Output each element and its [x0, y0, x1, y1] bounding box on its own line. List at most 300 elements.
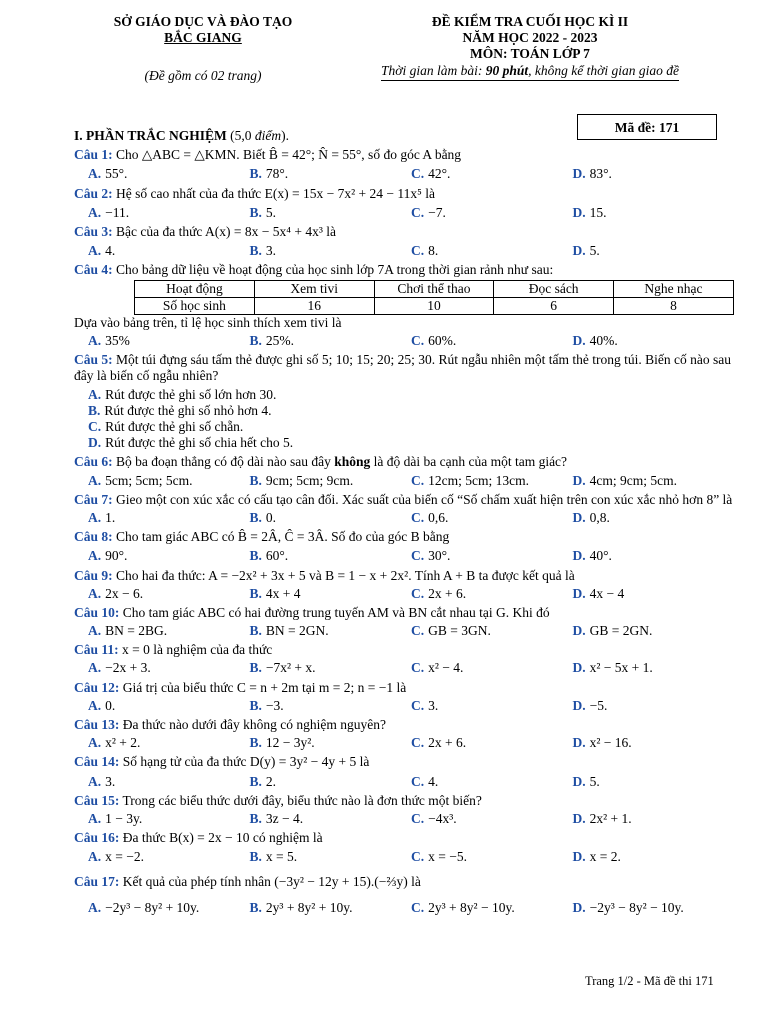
options — [88, 811, 734, 827]
question-label: Câu 8: — [74, 529, 113, 545]
option-text: −3. — [265, 697, 284, 713]
option-text: 2y³ + 8y² − 10y. — [428, 899, 515, 915]
option-a — [88, 623, 250, 639]
stem-part: Bộ ba đoạn thẳng có độ dài nào sau đây — [116, 454, 335, 470]
option-c — [411, 849, 573, 865]
option-d — [573, 900, 735, 916]
options — [88, 387, 734, 452]
question-label: Câu 6: — [74, 454, 113, 470]
option-b — [250, 473, 412, 489]
option-c — [411, 623, 573, 639]
option-c — [411, 698, 573, 714]
option-key: A. — [88, 166, 102, 182]
option-text: −4x³. — [428, 810, 457, 826]
options — [88, 623, 734, 639]
option-text: Rút được thẻ ghi số chẵn. — [105, 419, 244, 434]
question-stem: Đa thức nào dưới đây không có nghiệm nguyên? — [122, 717, 386, 732]
time-prefix: Thời gian làm bài: — [381, 62, 486, 78]
question-followup: Dựa vào bảng trên, tỉ lệ học sinh thích xem tivi là — [74, 314, 342, 330]
option-text: 40%. — [589, 333, 618, 349]
question-5 — [74, 352, 734, 451]
option-text: 5. — [589, 243, 600, 259]
option-key: D. — [572, 333, 586, 349]
exam-title: ĐỀ KIỂM TRA CUỐI HỌC KÌ II — [431, 14, 629, 29]
option-text: Rút được thẻ ghi số chia hết cho 5. — [105, 435, 294, 451]
option-text: 30°. — [428, 548, 451, 564]
option-key: D. — [572, 660, 586, 676]
option-text: GB = 3GN. — [428, 623, 491, 639]
option-a — [88, 510, 250, 526]
option-a — [88, 849, 250, 865]
option-b — [250, 660, 412, 676]
question-stem: Hệ số cao nhất của đa thức E(x) = 15x − 7x² + 24 − 11x⁵ là — [116, 185, 435, 201]
option-d — [573, 774, 735, 790]
option-text: 1 − 3y. — [105, 810, 143, 826]
option-text: 4cm; 9cm; 5cm. — [589, 472, 677, 488]
option-text: Rút được thẻ ghi số nhỏ hơn 4. — [104, 402, 272, 418]
question-stem: Cho tam giác ABC có B̂ = 2Â, Ĉ = 3Â. Số đo của góc B bằng — [116, 529, 450, 545]
option-c — [411, 510, 573, 526]
option-a — [88, 774, 250, 790]
option-a — [88, 811, 250, 827]
question-14 — [74, 754, 734, 789]
option-key: A. — [88, 810, 102, 826]
option-key: A. — [88, 386, 102, 402]
option-key: B. — [249, 697, 262, 713]
exam-header — [0, 14, 768, 134]
option-b — [250, 243, 412, 259]
option-key: D. — [572, 166, 586, 182]
option-key: A. — [88, 585, 102, 601]
option-d — [573, 811, 735, 827]
option-c — [411, 811, 573, 827]
option-d — [573, 243, 735, 259]
table-cell: 16 — [254, 297, 374, 314]
option-a — [88, 660, 250, 676]
option-key: C. — [411, 243, 425, 259]
option-c — [411, 548, 573, 564]
option-text: x = −5. — [428, 849, 467, 865]
option-key: C. — [411, 849, 425, 865]
option-text: 60%. — [428, 333, 457, 349]
option-text: −2y³ − 8y² + 10y. — [105, 899, 200, 915]
options — [88, 774, 734, 790]
option-d — [573, 510, 735, 526]
option-c — [411, 333, 573, 349]
option-key: A. — [88, 472, 102, 488]
question-stem — [116, 454, 567, 469]
option-key: C. — [411, 623, 425, 639]
question-label: Câu 5: — [74, 352, 113, 368]
option-text: 0,8. — [589, 509, 610, 525]
option-a — [88, 473, 250, 489]
question-label: Câu 17: — [74, 873, 120, 889]
option-key: D. — [572, 623, 586, 639]
option-c — [411, 586, 573, 602]
option-key: A. — [88, 773, 102, 789]
question-label: Câu 12: — [74, 679, 120, 695]
option-b — [250, 586, 412, 602]
table-header-cell: Đọc sách — [494, 280, 614, 297]
option-key: B. — [249, 585, 262, 601]
option-key: B. — [249, 810, 262, 826]
question-label: Câu 4: — [74, 262, 113, 278]
options — [88, 510, 734, 526]
option-key: C. — [411, 899, 425, 915]
points-open: (5,0 — [230, 128, 255, 143]
question-15 — [74, 793, 734, 827]
option-d — [573, 333, 735, 349]
option-text: 0. — [265, 509, 277, 525]
option-a — [88, 735, 250, 751]
option-c — [411, 735, 573, 751]
option-key: D. — [572, 899, 586, 915]
option-key: C. — [411, 735, 425, 751]
option-b — [250, 774, 412, 790]
time-duration: 90 phút — [485, 62, 529, 78]
option-c — [411, 473, 573, 489]
option-a — [88, 243, 250, 259]
section-title-text: I. PHẦN TRẮC NGHIỆM — [74, 128, 231, 143]
option-text: 55°. — [105, 166, 128, 182]
question-label: Câu 15: — [74, 792, 120, 808]
option-text: 3. — [265, 243, 277, 259]
option-key: C. — [411, 697, 425, 713]
options — [88, 548, 734, 564]
option-text: −2x + 3. — [105, 660, 151, 676]
option-text: 4. — [105, 243, 116, 259]
table-header-row — [135, 280, 734, 297]
option-text: Rút được thẻ ghi số lớn hơn 30. — [105, 386, 277, 402]
option-key: B. — [249, 849, 262, 865]
question-10 — [74, 605, 734, 639]
option-c — [411, 774, 573, 790]
question-stem: x = 0 là nghiệm của đa thức — [122, 642, 273, 658]
option-a — [88, 900, 250, 916]
option-key: B. — [249, 735, 262, 751]
option-text: BN = 2GN. — [265, 623, 329, 639]
option-key: D. — [572, 849, 586, 865]
option-text: −2y³ − 8y² − 10y. — [589, 899, 684, 915]
question-11 — [74, 642, 734, 676]
option-text: x² − 16. — [589, 735, 632, 751]
question-stem: Gieo một con xúc xắc có cấu tạo cân đối. Xác suất của biến cố “Số chấm xuất hiện trên con xúc xắc nhỏ hơn 8” là — [116, 491, 733, 507]
option-key: C. — [411, 773, 425, 789]
question-stem: Cho hai đa thức: A = −2x² + 3x + 5 và B = 1 − x + 2x². Tính A + B ta được kết quả là — [116, 567, 575, 583]
option-c — [411, 205, 573, 221]
question-stem: Giá trị của biểu thức C = n + 2m tại m = 2; n = −1 là — [122, 679, 407, 695]
option-text: 2x² + 1. — [589, 810, 632, 826]
question-stem: Trong các biểu thức dưới đây, biểu thức nào là đơn thức một biến? — [122, 792, 482, 808]
exam-content — [74, 128, 734, 917]
option-key: B. — [249, 660, 262, 676]
option-key: D. — [572, 548, 586, 564]
options — [88, 660, 734, 676]
stem-part: là độ dài ba cạnh của một tam giác? — [370, 454, 568, 470]
question-1 — [74, 147, 734, 182]
option-d — [573, 698, 735, 714]
question-9 — [74, 568, 734, 602]
option-b — [250, 205, 412, 221]
option-text: 90°. — [105, 548, 128, 564]
question-label: Câu 1: — [74, 147, 113, 163]
option-key: C. — [411, 204, 425, 220]
option-text: 2. — [265, 773, 277, 789]
option-c — [411, 660, 573, 676]
pages-note: (Đề gồm có 02 trang) — [144, 68, 262, 84]
option-text: 60°. — [265, 548, 289, 564]
option-text: 0. — [105, 697, 116, 713]
table-cell: Số học sinh — [135, 297, 255, 314]
option-text: 5cm; 5cm; 5cm. — [105, 472, 193, 488]
option-text: x = 5. — [265, 849, 298, 865]
option-key: B. — [249, 333, 262, 349]
option-text: 3. — [105, 773, 116, 789]
option-text: 40°. — [589, 548, 612, 564]
options — [88, 205, 734, 221]
option-d — [573, 849, 735, 865]
points-close: ). — [281, 128, 290, 143]
question-stem: Đa thức B(x) = 2x − 10 có nghiệm là — [122, 830, 323, 846]
table-header-cell: Xem tivi — [254, 280, 374, 297]
option-key: A. — [88, 509, 102, 525]
option-d — [88, 435, 423, 451]
options — [88, 849, 734, 865]
option-key: C. — [88, 419, 102, 434]
question-label: Câu 10: — [74, 604, 120, 620]
option-a — [88, 698, 250, 714]
option-key: A. — [88, 660, 102, 676]
option-key: C. — [411, 548, 425, 564]
question-13 — [74, 717, 734, 751]
stem-emphasis: không — [334, 454, 371, 470]
options — [88, 735, 734, 751]
option-key: D. — [572, 810, 586, 826]
question-stem: Kết quả của phép tính nhân (−3y² − 12y + 15).(−⅔y) là — [122, 873, 421, 889]
option-c — [88, 419, 423, 435]
question-label: Câu 3: — [74, 223, 113, 239]
option-b — [250, 849, 412, 865]
option-text: 9cm; 5cm; 9cm. — [265, 472, 354, 488]
option-a — [88, 205, 250, 221]
option-key: D. — [572, 243, 586, 259]
option-key: B. — [249, 548, 262, 564]
option-a — [88, 548, 250, 564]
activity-table — [134, 280, 734, 315]
option-c — [411, 166, 573, 182]
option-text: 83°. — [589, 166, 612, 182]
options — [88, 698, 734, 714]
question-16 — [74, 830, 734, 865]
question-label: Câu 13: — [74, 717, 120, 732]
table-header-cell: Nghe nhạc — [613, 280, 733, 297]
question-stem: Bậc của đa thức A(x) = 8x − 5x⁴ + 4x³ là — [116, 223, 336, 239]
question-6 — [74, 454, 734, 488]
option-text: 3z − 4. — [265, 810, 304, 826]
option-a — [88, 333, 250, 349]
option-key: B. — [249, 509, 262, 525]
option-text: 12cm; 5cm; 13cm. — [428, 472, 529, 488]
school-year: NĂM HỌC 2022 - 2023 — [462, 30, 598, 46]
department-block — [88, 14, 318, 85]
question-label: Câu 9: — [74, 567, 113, 583]
option-b — [250, 166, 412, 182]
option-key: A. — [88, 243, 102, 259]
question-12 — [74, 680, 734, 714]
page-footer: Trang 1/2 - Mã đề thi 171 — [585, 974, 714, 988]
option-key: D. — [572, 204, 586, 220]
question-stem: Cho bảng dữ liệu về hoạt động của học sinh lớp 7A trong thời gian rảnh như sau: — [116, 262, 554, 278]
option-key: B. — [249, 472, 262, 488]
option-text: 1. — [105, 509, 116, 525]
table-cell: 10 — [374, 297, 494, 314]
option-text: −5. — [589, 697, 608, 713]
option-text: x = −2. — [105, 849, 144, 865]
option-text: 5. — [589, 773, 600, 789]
option-text: 25%. — [265, 333, 295, 349]
option-text: 4x − 4 — [589, 585, 625, 601]
province-name: BẮC GIANG — [164, 30, 242, 46]
option-key: D. — [572, 585, 586, 601]
option-key: C. — [411, 660, 425, 676]
option-c — [411, 243, 573, 259]
option-key: A. — [88, 849, 102, 865]
option-key: C. — [411, 472, 425, 488]
option-key: D. — [88, 435, 102, 451]
option-a — [88, 166, 250, 182]
options — [88, 333, 734, 349]
option-key: D. — [572, 472, 586, 488]
question-2 — [74, 186, 734, 221]
option-key: B. — [249, 243, 262, 259]
option-key: A. — [88, 204, 102, 220]
options — [88, 473, 734, 489]
option-key: C. — [411, 166, 425, 182]
option-d — [573, 473, 735, 489]
option-b — [250, 811, 412, 827]
table-header-cell: Hoạt động — [135, 280, 255, 297]
option-key: D. — [572, 773, 586, 789]
section-points — [230, 128, 289, 143]
question-label: Câu 16: — [74, 830, 120, 846]
option-text: 2x + 6. — [428, 585, 467, 601]
question-3 — [74, 224, 734, 259]
option-key: D. — [572, 697, 586, 713]
option-b — [250, 735, 412, 751]
option-text: 4x + 4 — [265, 585, 301, 601]
option-text: 3. — [428, 697, 439, 713]
option-b — [250, 548, 412, 564]
option-d — [573, 548, 735, 564]
options — [88, 900, 734, 916]
option-text: BN = 2BG. — [105, 623, 168, 639]
option-b — [250, 333, 412, 349]
exam-code-box: Mã đề: 171 — [577, 114, 717, 140]
question-4 — [74, 262, 734, 349]
option-key: A. — [88, 735, 102, 751]
department-name: SỞ GIÁO DỤC VÀ ĐÀO TẠO — [113, 14, 293, 29]
option-key: B. — [249, 166, 262, 182]
option-text: 2x + 6. — [428, 735, 467, 751]
question-7 — [74, 492, 734, 526]
option-text: −7. — [428, 204, 446, 220]
points-word: điểm — [254, 128, 282, 143]
option-text: x² − 5x + 1. — [589, 660, 653, 676]
option-key: A. — [88, 697, 102, 713]
option-text: 4. — [428, 773, 439, 789]
option-key: B. — [88, 402, 101, 418]
table-cell: 8 — [613, 297, 733, 314]
option-key: B. — [249, 204, 262, 220]
question-stem: Cho tam giác ABC có hai đường trung tuyến AM và BN cắt nhau tại G. Khi đó — [122, 604, 550, 620]
option-d — [573, 166, 735, 182]
option-b — [250, 623, 412, 639]
question-label: Câu 7: — [74, 491, 113, 507]
option-key: A. — [88, 623, 102, 639]
options — [88, 243, 734, 259]
option-text: 15. — [589, 204, 607, 220]
option-a — [88, 586, 250, 602]
table-header-cell: Chơi thể thao — [374, 280, 494, 297]
option-key: B. — [249, 899, 262, 915]
time-limit — [381, 63, 679, 81]
question-stem: Cho △ABC = △KMN. Biết B̂ = 42°; N̂ = 55°, số đo góc A bằng — [116, 147, 462, 163]
option-key: A. — [88, 548, 102, 564]
options — [88, 166, 734, 182]
section-title — [74, 128, 734, 144]
option-text: −11. — [105, 204, 130, 220]
option-key: A. — [88, 333, 102, 349]
options — [88, 586, 734, 602]
option-a — [88, 387, 423, 403]
question-label: Câu 14: — [74, 754, 120, 770]
option-c — [411, 900, 573, 916]
time-suffix: , không kể thời gian giao đề — [528, 62, 679, 78]
option-b — [250, 698, 412, 714]
option-text: −7x² + x. — [265, 660, 316, 676]
option-d — [573, 660, 735, 676]
subject: MÔN: TOÁN LỚP 7 — [470, 46, 590, 62]
option-key: C. — [411, 810, 425, 826]
option-text: 2x − 6. — [105, 585, 144, 601]
option-text: 12 − 3y². — [265, 735, 315, 751]
question-stem: Số hạng tử của đa thức D(y) = 3y² − 4y + 5 là — [122, 754, 370, 770]
table-cell: 6 — [494, 297, 614, 314]
option-key: B. — [249, 773, 262, 789]
option-text: 42°. — [428, 166, 451, 182]
option-key: B. — [249, 623, 262, 639]
option-key: C. — [411, 585, 425, 601]
option-text: x² + 2. — [105, 735, 141, 751]
option-text: x² − 4. — [428, 660, 464, 676]
exam-title-block — [330, 14, 730, 81]
option-key: D. — [572, 509, 586, 525]
option-text: 2y³ + 8y² + 10y. — [265, 899, 353, 915]
option-d — [573, 623, 735, 639]
question-8 — [74, 529, 734, 564]
option-key: D. — [572, 735, 586, 751]
option-b — [88, 403, 423, 419]
option-d — [573, 586, 735, 602]
option-b — [250, 900, 412, 916]
option-text: 5. — [265, 204, 277, 220]
option-text: 0,6. — [428, 509, 449, 525]
option-text: 8. — [428, 243, 439, 259]
option-text: GB = 2GN. — [589, 623, 653, 639]
question-label: Câu 11: — [74, 642, 119, 658]
option-d — [573, 735, 735, 751]
question-stem: Một túi đựng sáu tấm thẻ được ghi số 5; 10; 15; 20; 25; 30. Rút ngẫu nhiên một tấm thẻ trong túi. Biến cố nào sau đây là biến cố ngẫu nhiên? — [74, 352, 731, 384]
